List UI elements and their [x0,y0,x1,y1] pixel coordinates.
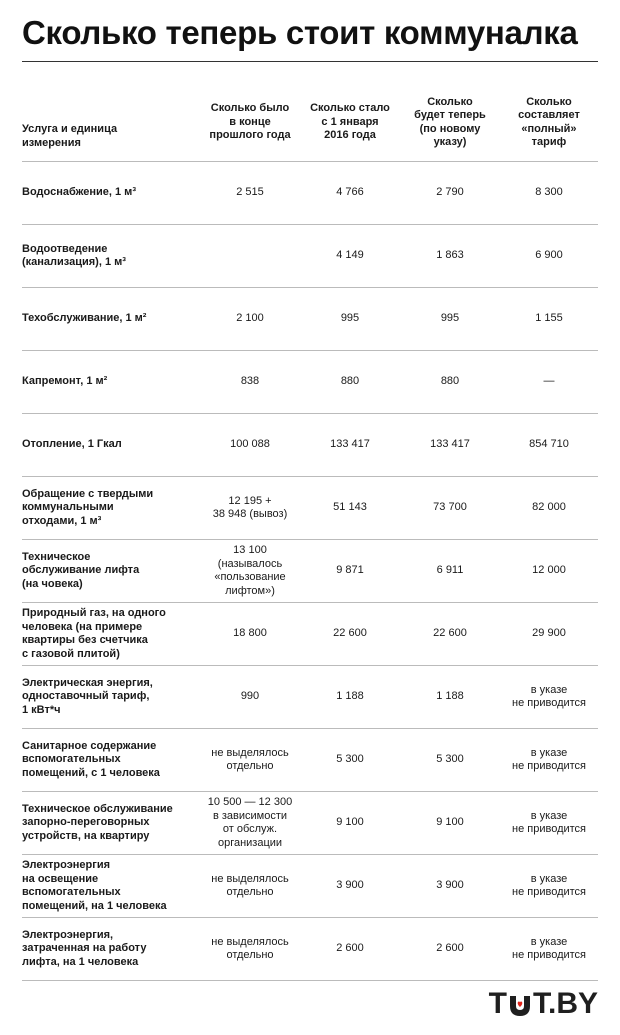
value-cell: 18 800 [200,603,300,666]
value-cell: 4 766 [300,162,400,225]
table-row [22,477,598,540]
value-cell: 2 790 [400,162,500,225]
service-name-cell: Капремонт, 1 м² [22,351,200,414]
column-header-service: Услуга и единица измерения [22,84,200,162]
value-cell: 73 700 [400,477,500,540]
value-cell: 22 600 [400,603,500,666]
value-cell: 6 911 [400,540,500,603]
value-cell: в указе не приводится [500,918,598,981]
value-cell: не выделялось отдельно [200,855,300,918]
value-cell: 133 417 [300,414,400,477]
table-row [22,666,598,729]
value-cell: 990 [200,666,300,729]
value-cell: 5 300 [400,729,500,792]
value-cell: 51 143 [300,477,400,540]
value-cell: 9 100 [400,792,500,855]
service-name-cell: Техническое обслуживание лифта (на човека) [22,540,200,603]
value-cell: 22 600 [300,603,400,666]
logo-text-start: T [488,987,507,1020]
value-cell: не выделялось отдельно [200,918,300,981]
logo-text-end: T.BY [532,987,598,1020]
value-cell: 995 [400,288,500,351]
service-name-cell: Природный газ, на одного человека (на примере квартиры без счетчика с газовой плитой) [22,603,200,666]
value-cell: 2 600 [300,918,400,981]
value-cell: 29 900 [500,603,598,666]
value-cell [200,225,300,288]
value-cell: 9 100 [300,792,400,855]
service-name-cell: Водоотведение (канализация), 1 м³ [22,225,200,288]
tut-by-logo [489,987,598,1021]
table-row [22,540,598,603]
value-cell: 3 900 [300,855,400,918]
table-row [22,792,598,855]
table-row [22,918,598,981]
value-cell: 100 088 [200,414,300,477]
value-cell: 2 100 [200,288,300,351]
value-cell: 3 900 [400,855,500,918]
table-row [22,855,598,918]
tariff-table [22,84,598,981]
heart-u-icon [508,991,532,1017]
service-name-cell: Обращение с твердыми коммунальными отходами, 1 м³ [22,477,200,540]
value-cell: 12 000 [500,540,598,603]
service-name-cell: Электроэнергия, затраченная на работу лифта, на 1 человека [22,918,200,981]
service-name-cell: Санитарное содержание вспомогательных помещений, с 1 человека [22,729,200,792]
value-cell: 82 000 [500,477,598,540]
table-row [22,351,598,414]
value-cell: 854 710 [500,414,598,477]
column-header-new-decree: Сколько будет теперь (по новому указу) [400,84,500,162]
value-cell: 8 300 [500,162,598,225]
value-cell: 880 [300,351,400,414]
column-header-2016: Сколько стало с 1 января 2016 года [300,84,400,162]
table-row [22,288,598,351]
service-name-cell: Электроэнергия на освещение вспомогательных помещений, на 1 человека [22,855,200,918]
value-cell: 995 [300,288,400,351]
value-cell: 5 300 [300,729,400,792]
value-cell: — [500,351,598,414]
value-cell: 2 600 [400,918,500,981]
value-cell: 1 188 [300,666,400,729]
column-header-previous: Сколько было в конце прошлого года [200,84,300,162]
value-cell: в указе не приводится [500,792,598,855]
value-cell: 133 417 [400,414,500,477]
value-cell: 13 100 (называлось «пользование лифтом») [200,540,300,603]
service-name-cell: Отопление, 1 Гкал [22,414,200,477]
page-title: Сколько теперь стоит коммуналка [22,14,578,51]
column-header-full-tariff: Сколько составляет «полный» тариф [500,84,598,162]
value-cell: 10 500 — 12 300 в зависимости от обслуж. организации [200,792,300,855]
value-cell: в указе не приводится [500,855,598,918]
value-cell: 2 515 [200,162,300,225]
value-cell: в указе не приводится [500,666,598,729]
value-cell: 838 [200,351,300,414]
table-row [22,162,598,225]
value-cell: 880 [400,351,500,414]
table-row [22,225,598,288]
value-cell: в указе не приводится [500,729,598,792]
title-divider [22,61,598,62]
value-cell: 9 871 [300,540,400,603]
service-name-cell: Электрическая энергия, одноставочный тариф, 1 кВт*ч [22,666,200,729]
service-name-cell: Техобслуживание, 1 м² [22,288,200,351]
value-cell: 6 900 [500,225,598,288]
service-name-cell: Техническое обслуживание запорно-переговорных устройств, на квартиру [22,792,200,855]
value-cell: 1 863 [400,225,500,288]
table-row [22,414,598,477]
table-header-row [22,84,598,162]
value-cell: 4 149 [300,225,400,288]
value-cell: 1 188 [400,666,500,729]
service-name-cell: Водоснабжение, 1 м³ [22,162,200,225]
value-cell: не выделялось отдельно [200,729,300,792]
value-cell: 12 195 + 38 948 (вывоз) [200,477,300,540]
table-row [22,729,598,792]
table-row [22,603,598,666]
value-cell: 1 155 [500,288,598,351]
